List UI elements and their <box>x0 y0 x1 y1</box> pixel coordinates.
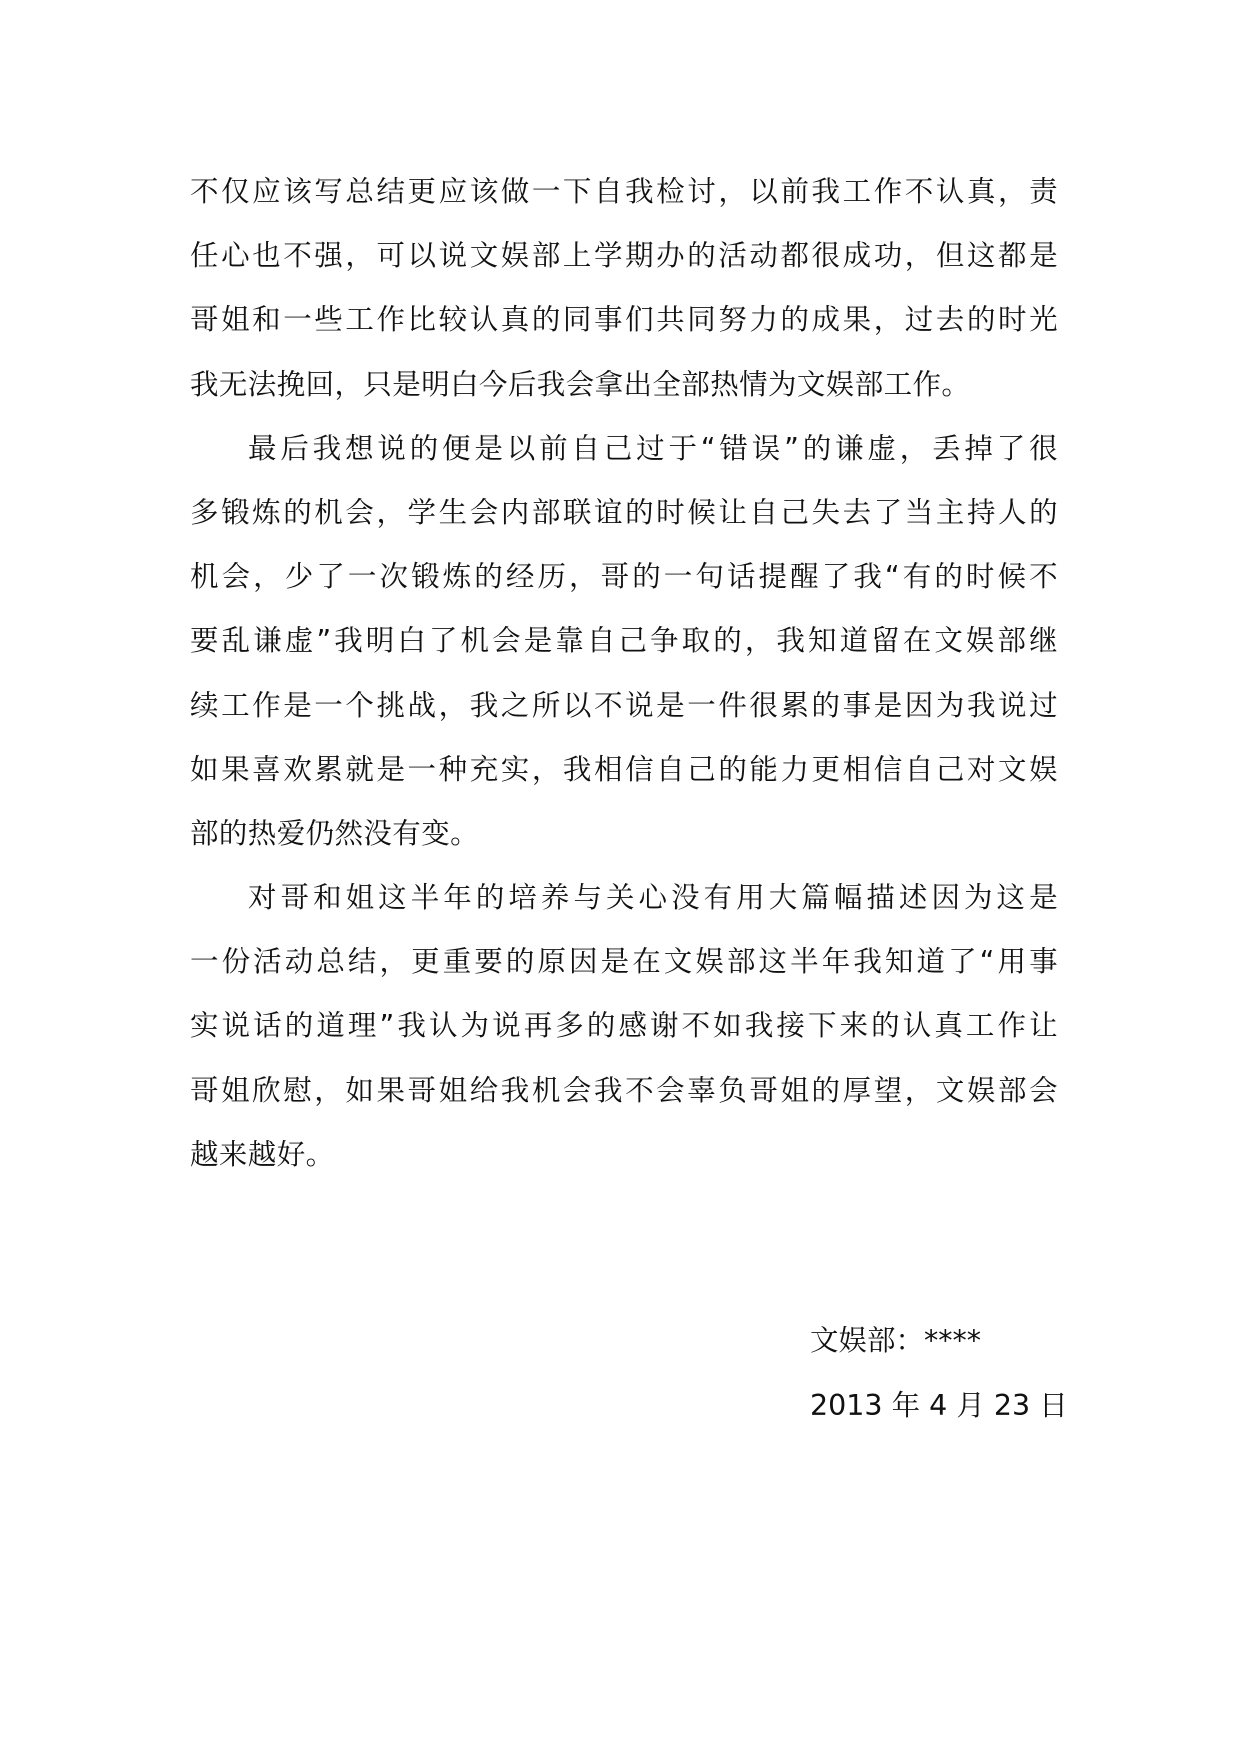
paragraph-line: 哥姐和一些工作比较认真的同事们共同努力的成果，过去的时光 <box>190 303 1058 337</box>
paragraph-line: 最后我想说的便是以前自己过于“错误”的谦虚，丢掉了很 <box>248 431 1058 465</box>
paragraph-line: 要乱谦虚”我明白了机会是靠自己争取的，我知道留在文娱部继 <box>190 624 1058 658</box>
paragraph-line: 我无法挽回，只是明白今后我会拿出全部热情为文娱部工作。 <box>190 367 971 401</box>
paragraph-line: 任心也不强，可以说文娱部上学期办的活动都很成功，但这都是 <box>190 239 1058 273</box>
paragraph-line: 对哥和姐这半年的培养与关心没有用大篇幅描述因为这是 <box>248 881 1058 915</box>
paragraph-line: 机会，少了一次锻炼的经历，哥的一句话提醒了我“有的时候不 <box>190 560 1058 594</box>
signature-line: 文娱部：**** <box>810 1324 982 1357</box>
paragraph-line: 多锻炼的机会，学生会内部联谊的时候让自己失去了当主持人的 <box>190 495 1058 529</box>
paragraph-line: 如果喜欢累就是一种充实，我相信自己的能力更相信自己对文娱 <box>190 752 1058 786</box>
paragraph-line: 越来越好。 <box>190 1137 335 1171</box>
paragraph-line: 不仅应该写总结更应该做一下自我检讨，以前我工作不认真，责 <box>190 175 1058 208</box>
date-line: 2013 年 4 月 23 日 <box>810 1389 1068 1422</box>
paragraph-line: 哥姐欣慰，如果哥姐给我机会我不会辜负哥姐的厚望，文娱部会 <box>190 1073 1058 1107</box>
paragraph-line: 续工作是一个挑战，我之所以不说是一件很累的事是因为我说过 <box>190 688 1058 722</box>
paragraph-line: 部的热爱仍然没有变。 <box>190 816 480 850</box>
paragraph-line: 一份活动总结，更重要的原因是在文娱部这半年我知道了“用事 <box>190 945 1058 979</box>
paragraph-line: 实说话的道理”我认为说再多的感谢不如我接下来的认真工作让 <box>190 1009 1058 1043</box>
document-body <box>190 160 1058 1187</box>
